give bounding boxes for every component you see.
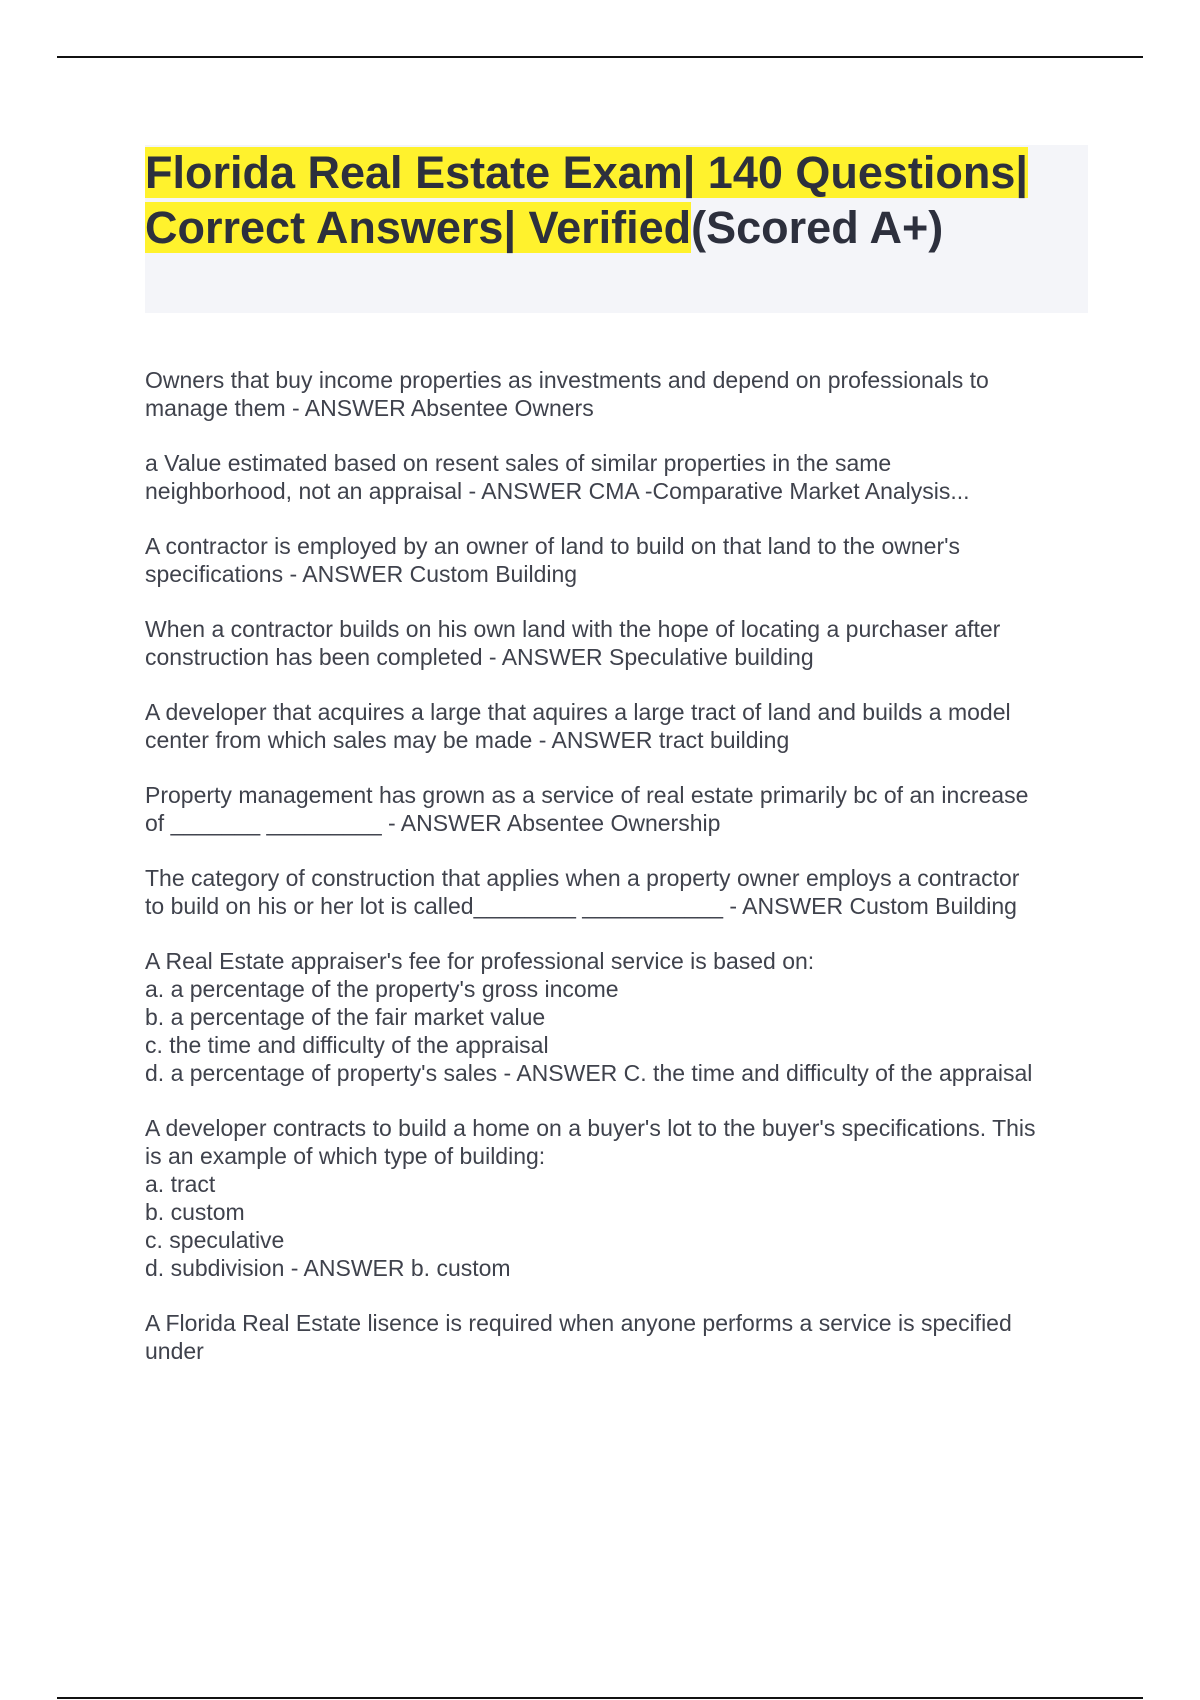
- qa-text: Owners that buy income properties as investments and depend on professionals to manage them - ANSWER Absentee Owners: [145, 367, 989, 421]
- qa-text: A contractor is employed by an owner of land to build on that land to the owner's specifications - ANSWER Custom Building: [145, 533, 960, 587]
- qa-text: When a contractor builds on his own land with the hope of locating a purchaser after construction has been completed - ANSWER Speculative building: [145, 616, 1001, 670]
- top-rule: [57, 56, 1143, 58]
- document-title: [145, 145, 1088, 255]
- qa-item: [145, 1309, 1105, 1365]
- bottom-rule: [57, 1697, 1143, 1699]
- qa-item: [145, 1114, 1105, 1282]
- title-rest: (Scored A+): [691, 202, 944, 253]
- qa-text: A Florida Real Estate lisence is required when anyone performs a service is specified under: [145, 1310, 1012, 1364]
- qa-item: [145, 781, 1105, 837]
- qa-text: A developer contracts to build a home on a buyer's lot to the buyer's specifications. This is an example of which type of building: a. tract b. custom c. speculative d. subdivision - ANSWER b. custom: [145, 1115, 1036, 1281]
- qa-text: a Value estimated based on resent sales of similar properties in the same neighborhood, not an appraisal - ANSWER CMA -Comparative Market Analysis...: [145, 450, 970, 504]
- title-highlighted: Florida Real Estate Exam| 140 Questions| Correct Answers| Verified: [145, 147, 1029, 253]
- qa-item: [145, 698, 1105, 754]
- qa-item: [145, 532, 1105, 588]
- qa-text: Property management has grown as a service of real estate primarily bc of an increase of _______ _________ - ANSWER Absentee Ownership: [145, 782, 1029, 836]
- title-block: [145, 145, 1088, 313]
- qa-item: [145, 864, 1105, 920]
- qa-item: [145, 449, 1105, 505]
- qa-list: [145, 366, 1105, 1392]
- qa-item: [145, 947, 1105, 1087]
- qa-text: The category of construction that applies when a property owner employs a contractor to build on his or her lot is called________ ___________ - ANSWER Custom Building: [145, 865, 1020, 919]
- qa-text: A Real Estate appraiser's fee for professional service is based on: a. a percentage of the property's gross income b. a percentage of the fair market value c. the time and difficulty of the appraisal d. a percentage of property's sales - ANSWER C. the time and difficulty of the appraisal: [145, 948, 1033, 1086]
- qa-item: [145, 615, 1105, 671]
- qa-text: A developer that acquires a large that aquires a large tract of land and builds a model center from which sales may be made - ANSWER tract building: [145, 699, 1011, 753]
- qa-item: [145, 366, 1105, 422]
